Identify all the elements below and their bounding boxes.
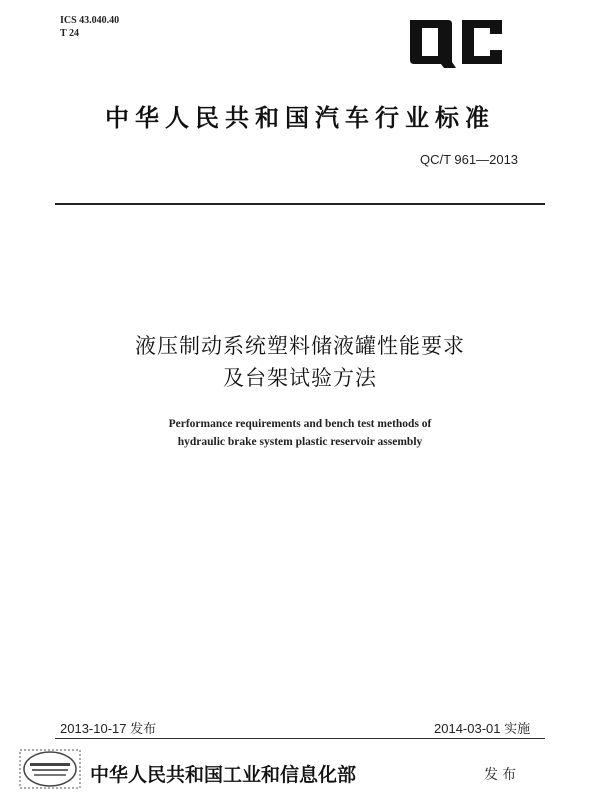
issuing-authority: 中华人民共和国工业和信息化部 [90,764,357,786]
publisher-seal-icon [18,746,82,792]
release-date: 2013-10-17 发布 [60,721,157,736]
title-cn-line2: 及台架试验方法 [223,366,377,390]
standard-number: QC/T 961—2013 [420,152,519,167]
standard-organization: 中华人民共和国汽车行业标准 [105,104,495,132]
header-divider [55,203,545,205]
logo-letter-q [410,20,456,68]
title-en-line1: Performance requirements and bench test methods of [168,418,432,430]
classification-codes [60,14,119,40]
title-en-line2: hydraulic brake system plastic reservoir assembly [177,436,423,448]
qc-logo [404,14,508,70]
implement-date: 2014-03-01 实施 [434,721,531,736]
issue-label: 发布 [484,767,520,783]
logo-letter-c [462,20,502,64]
ics-code: ICS 43.040.40 [60,15,120,26]
title-cn-line1: 液压制动系统塑料储液罐性能要求 [135,334,465,358]
class-code: T 24 [60,28,79,39]
footer-divider [55,738,545,739]
